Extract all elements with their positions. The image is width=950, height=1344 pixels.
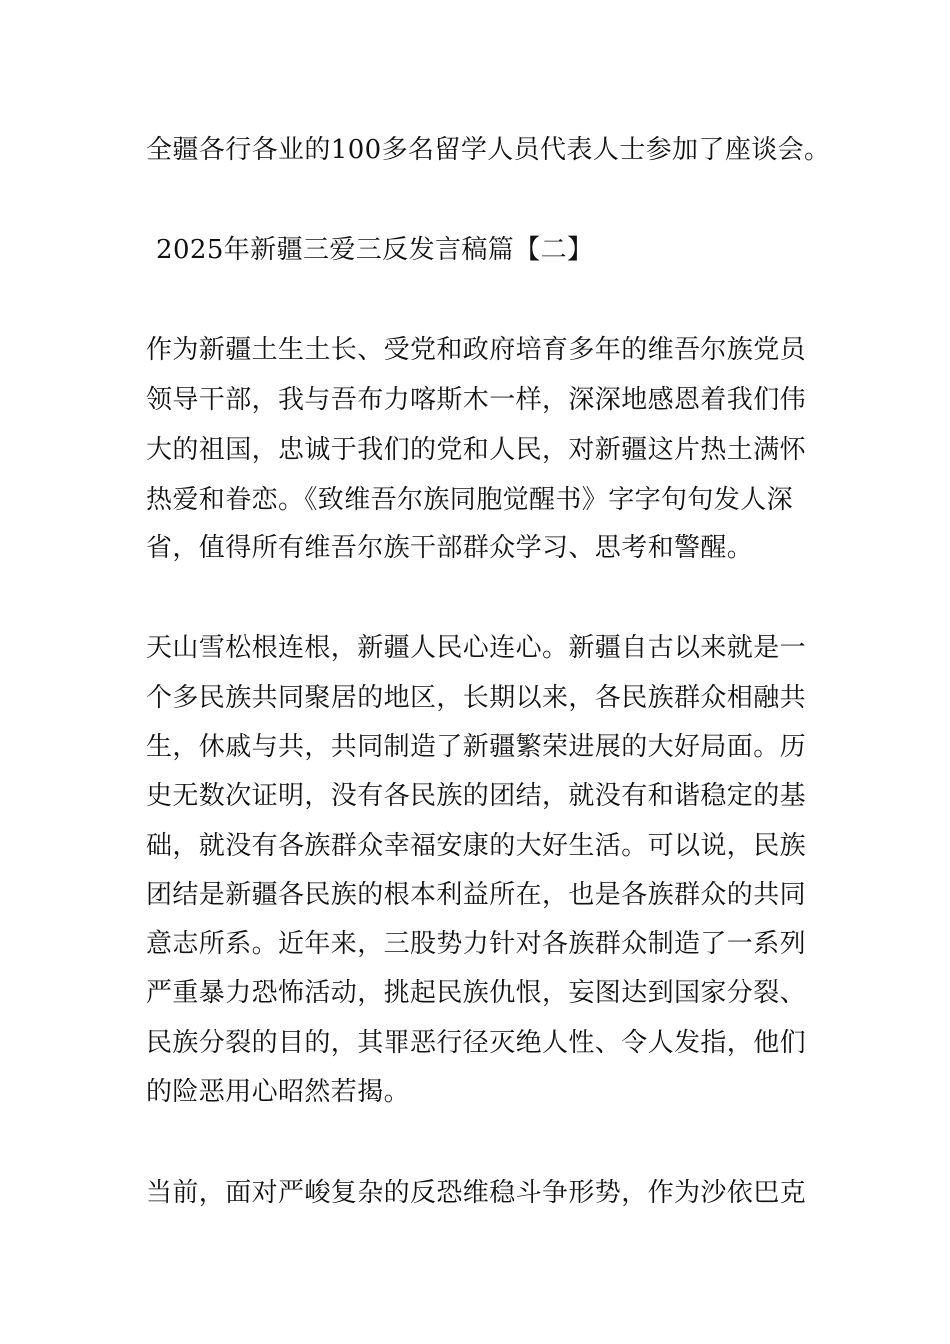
section-heading: 2025年新疆三爱三反发言稿篇【二】 <box>156 235 594 265</box>
intro-line: 全疆各行各业的100多名留学人员代表人士参加了座谈会。 <box>146 135 831 165</box>
paragraph-line: 领导干部，我与吾布力喀斯木一样，深深地感恩着我们伟 <box>146 385 807 415</box>
paragraph-line: 大的祖国，忠诚于我们的党和人民，对新疆这片热土满怀 <box>146 435 807 465</box>
paragraph-line: 础，就没有各族群众幸福安康的大好生活。可以说，民族 <box>146 831 807 861</box>
paragraph-line: 个多民族共同聚居的地区，长期以来，各民族群众相融共 <box>146 683 807 713</box>
paragraph-line: 团结是新疆各民族的根本利益所在，也是各族群众的共同 <box>146 880 807 910</box>
paragraph-line: 省，值得所有维吾尔族干部群众学习、思考和警醒。 <box>146 533 754 563</box>
paragraph-line: 民族分裂的目的，其罪恶行径灭绝人性、令人发指，他们 <box>146 1028 807 1058</box>
paragraph-line: 史无数次证明，没有各民族的团结，就没有和谐稳定的基 <box>146 781 807 811</box>
paragraph-line: 的险恶用心昭然若揭。 <box>146 1077 411 1107</box>
paragraph-line: 生，休戚与共，共同制造了新疆繁荣进展的大好局面。历 <box>146 732 807 762</box>
paragraph-line: 作为新疆土生土长、受党和政府培育多年的维吾尔族党员 <box>146 335 807 365</box>
paragraph-line: 热爱和眷恋。《致维吾尔族同胞觉醒书》字字句句发人深 <box>146 485 794 515</box>
paragraph-line: 意志所系。近年来，三股势力针对各族群众制造了一系列 <box>146 929 807 959</box>
paragraph-line: 天山雪松根连根，新疆人民心连心。新疆自古以来就是一 <box>146 633 807 663</box>
paragraph-line: 严重暴力恐怖活动，挑起民族仇恨，妄图达到国家分裂、 <box>146 978 807 1008</box>
paragraph-line: 当前，面对严峻复杂的反恐维稳斗争形势，作为沙依巴克 <box>146 1178 807 1208</box>
